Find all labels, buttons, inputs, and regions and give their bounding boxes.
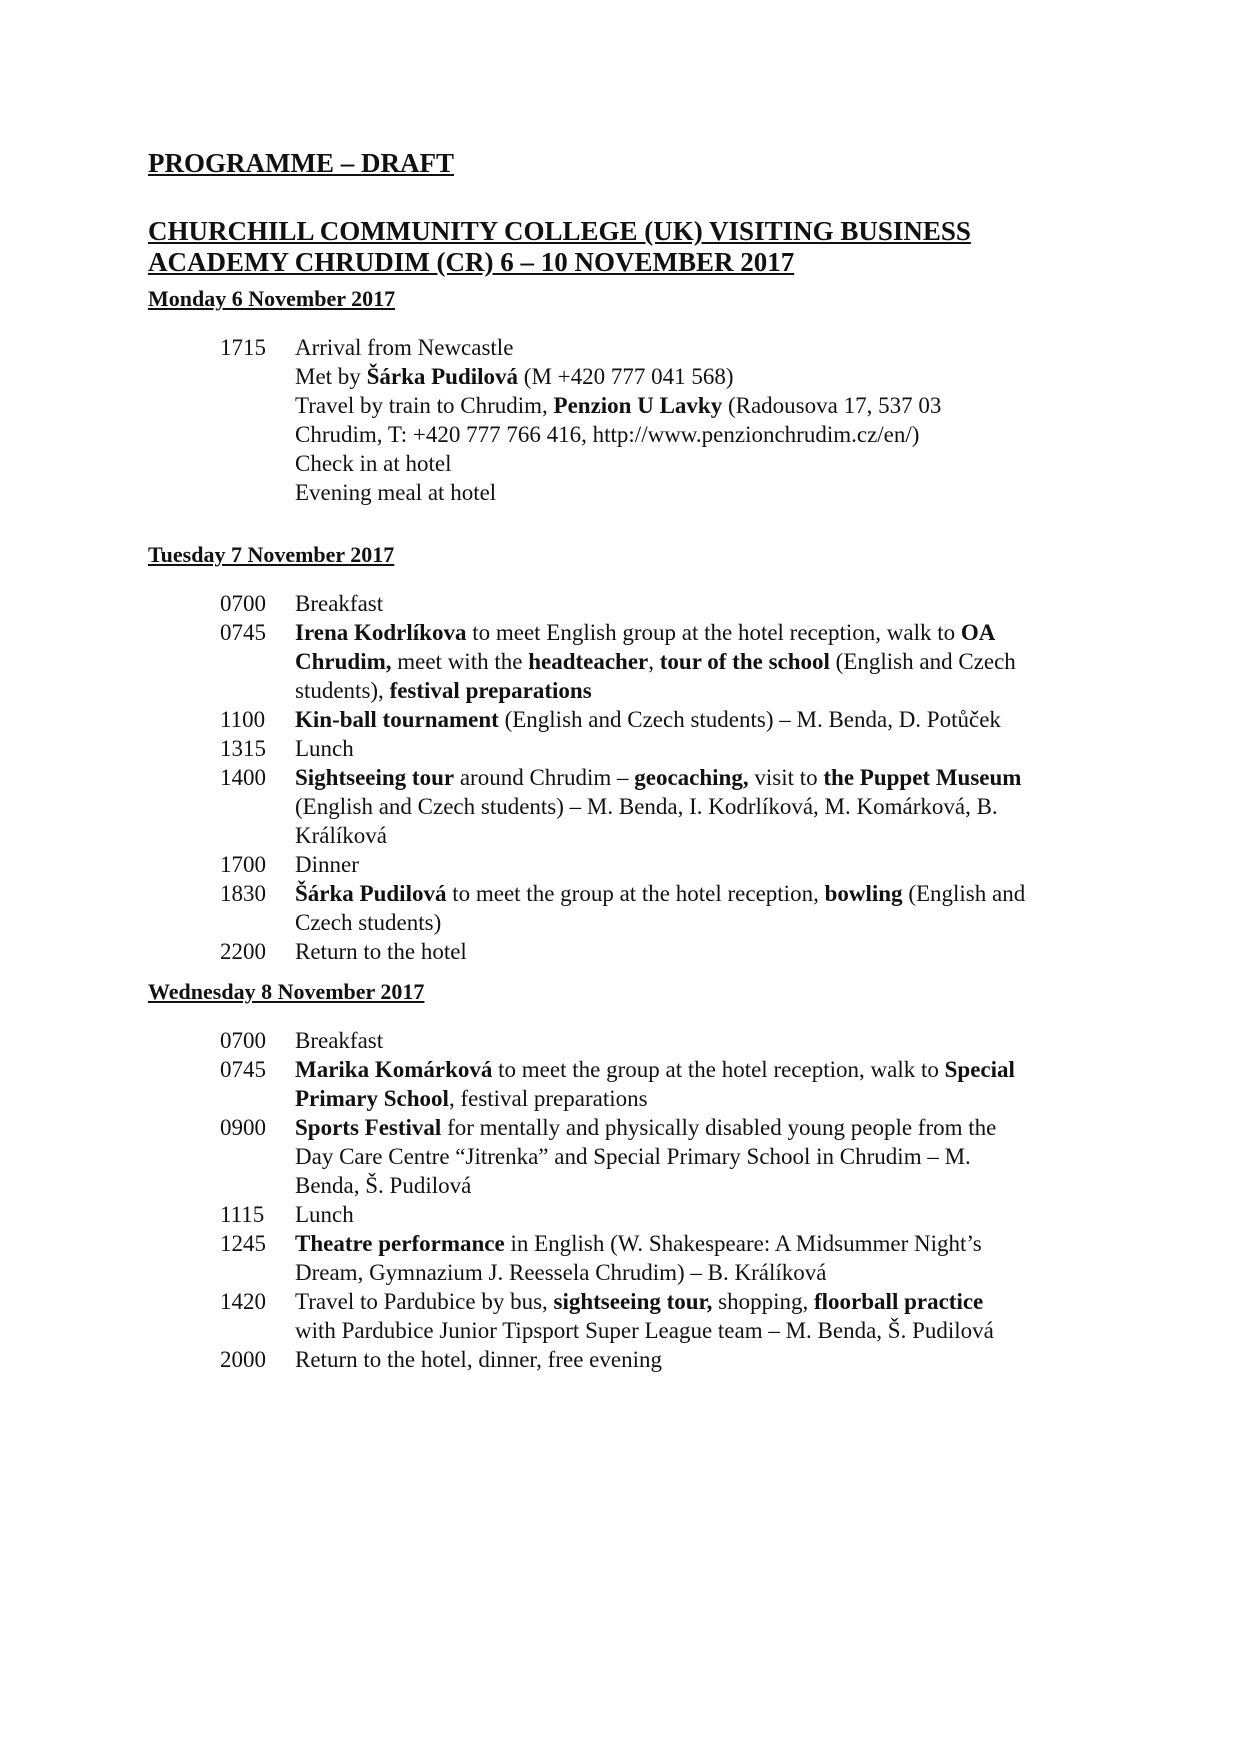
bold-text: floorball practice <box>814 1289 984 1314</box>
text-segment: , festival preparations <box>448 1086 648 1111</box>
text-segment: Return to the hotel <box>295 939 467 964</box>
page-title: PROGRAMME – DRAFT <box>148 148 454 178</box>
entry-description <box>295 1055 1120 1113</box>
bold-text: Kin-ball tournament <box>295 707 499 732</box>
entry-description <box>295 1345 1120 1374</box>
text-segment: Travel to Pardubice by bus, <box>295 1289 554 1314</box>
entry-time: 2200 <box>220 939 266 964</box>
bold-text: geocaching, <box>634 765 749 790</box>
entry-time: 1400 <box>220 765 266 790</box>
bold-text: Marika Komárková <box>295 1057 493 1082</box>
entry-description <box>295 618 1120 705</box>
text-segment: (English and Czech <box>829 649 1016 674</box>
entry-time: 1420 <box>220 1289 266 1314</box>
entry-time: 0745 <box>220 1057 266 1082</box>
bold-text: Šárka Pudilová <box>295 881 447 906</box>
text-segment: Lunch <box>295 736 354 761</box>
text-segment: to meet the group at the hotel reception, <box>446 881 825 906</box>
description-line <box>295 1026 1120 1055</box>
description-line <box>295 850 1120 879</box>
description-line <box>295 362 1120 391</box>
schedule-entry <box>220 1026 1120 1055</box>
text-segment: shopping, <box>712 1289 814 1314</box>
schedule-entry <box>220 1345 1120 1374</box>
text-segment: , <box>648 649 660 674</box>
bold-text: headteacher <box>528 649 649 674</box>
entry-description <box>295 937 1120 966</box>
bold-text: tour of the school <box>659 649 830 674</box>
schedule-tuesday <box>220 589 1120 966</box>
entry-description <box>295 1026 1120 1055</box>
entry-time: 1700 <box>220 852 266 877</box>
entry-description <box>295 705 1120 734</box>
entry-description <box>295 734 1120 763</box>
text-segment: Dream, Gymnazium J. Reessela Chrudim) – B. Králíková <box>295 1260 827 1285</box>
text-segment: (Radousova 17, 537 03 <box>722 393 942 418</box>
entry-description <box>295 1113 1120 1200</box>
text-segment: (English and Czech students) – M. Benda, D. Potůček <box>498 707 1001 732</box>
bold-text: Primary School <box>295 1086 449 1111</box>
bold-text: the Puppet Museum <box>823 765 1022 790</box>
entry-description <box>295 1287 1120 1345</box>
description-line <box>295 1142 1120 1171</box>
text-segment: Met by <box>295 364 367 389</box>
description-line <box>295 333 1120 362</box>
text-segment: Czech students) <box>295 910 442 935</box>
schedule-wednesday <box>220 1026 1120 1374</box>
bold-text: Penzion U Lavky <box>553 393 723 418</box>
schedule-entry <box>220 333 1120 507</box>
entry-time: 2000 <box>220 1347 266 1372</box>
text-segment: to meet the group at the hotel reception, walk to <box>492 1057 945 1082</box>
schedule-entry <box>220 1200 1120 1229</box>
bold-text: Irena Kodrlíkova <box>295 620 467 645</box>
description-line <box>295 1316 1120 1345</box>
text-segment: Return to the hotel, dinner, free evening <box>295 1347 662 1372</box>
entry-time: 0700 <box>220 591 266 616</box>
text-segment: Arrival from Newcastle <box>295 335 514 360</box>
text-segment: (M +420 777 041 568) <box>518 364 734 389</box>
text-segment: around Chrudim – <box>454 765 635 790</box>
bold-text: Special <box>944 1057 1015 1082</box>
entry-time: 1315 <box>220 736 266 761</box>
description-line <box>295 676 1120 705</box>
description-line <box>295 937 1120 966</box>
description-line <box>295 647 1120 676</box>
subtitle-line: ACADEMY CHRUDIM (CR) 6 – 10 NOVEMBER 2017 <box>148 247 795 277</box>
entry-description <box>295 850 1120 879</box>
description-line <box>295 1287 1120 1316</box>
entry-description <box>295 1200 1120 1229</box>
description-line <box>295 391 1120 420</box>
text-segment: Dinner <box>295 852 359 877</box>
text-segment: Breakfast <box>295 1028 384 1053</box>
bold-text: bowling <box>824 881 903 906</box>
entry-description <box>295 333 1120 507</box>
description-line <box>295 1200 1120 1229</box>
schedule-entry <box>220 1287 1120 1345</box>
subtitle-line: CHURCHILL COMMUNITY COLLEGE (UK) VISITING BUSINESS <box>148 216 971 246</box>
text-segment: Breakfast <box>295 591 384 616</box>
entry-description <box>295 879 1120 937</box>
text-segment: Lunch <box>295 1202 354 1227</box>
schedule-monday <box>220 333 1120 507</box>
description-line <box>295 589 1120 618</box>
description-line <box>295 420 1120 449</box>
bold-text: Sightseeing tour <box>295 765 455 790</box>
bold-text: Theatre performance <box>295 1231 505 1256</box>
schedule-entry <box>220 937 1120 966</box>
bold-text: sightseeing tour, <box>553 1289 713 1314</box>
text-segment: Travel by train to Chrudim, <box>295 393 554 418</box>
text-segment: to meet English group at the hotel reception, walk to <box>466 620 961 645</box>
entry-time: 1715 <box>220 335 266 360</box>
description-line <box>295 792 1120 821</box>
entry-time: 1830 <box>220 881 266 906</box>
entry-time: 1245 <box>220 1231 266 1256</box>
day-heading-monday: Monday 6 November 2017 <box>148 286 396 311</box>
entry-description <box>295 1229 1120 1287</box>
description-line <box>295 763 1120 792</box>
entry-time: 1100 <box>220 707 266 732</box>
text-segment: Evening meal at hotel <box>295 480 497 505</box>
text-segment: Check in at hotel <box>295 451 452 476</box>
schedule-entry <box>220 734 1120 763</box>
entry-description <box>295 763 1120 850</box>
text-segment: (English and Czech students) – M. Benda, I. Kodrlíková, M. Komárková, B. <box>295 794 998 819</box>
description-line <box>295 1229 1120 1258</box>
description-line <box>295 478 1120 507</box>
entry-time: 1115 <box>220 1202 265 1227</box>
description-line <box>295 618 1120 647</box>
schedule-entry <box>220 1229 1120 1287</box>
bold-text: OA <box>960 620 996 645</box>
day-heading-tuesday: Tuesday 7 November 2017 <box>148 542 395 567</box>
description-line <box>295 449 1120 478</box>
schedule-entry <box>220 618 1120 705</box>
text-segment: Králíková <box>295 823 387 848</box>
bold-text: festival preparations <box>389 678 592 703</box>
description-line <box>295 908 1120 937</box>
description-line <box>295 1258 1120 1287</box>
schedule-entry <box>220 850 1120 879</box>
text-segment: meet with the <box>391 649 529 674</box>
description-line <box>295 705 1120 734</box>
text-segment: students), <box>295 678 390 703</box>
schedule-entry <box>220 763 1120 850</box>
schedule-entry <box>220 879 1120 937</box>
text-segment: Day Care Centre “Jitrenka” and Special Primary School in Chrudim – M. <box>295 1144 971 1169</box>
bold-text: Šárka Pudilová <box>366 364 519 389</box>
entry-description <box>295 589 1120 618</box>
page-subtitle <box>148 216 1098 278</box>
schedule-entry <box>220 1055 1120 1113</box>
description-line <box>295 879 1120 908</box>
description-line <box>295 734 1120 763</box>
text-segment: (English and <box>902 881 1026 906</box>
entry-time: 0700 <box>220 1028 266 1053</box>
schedule-entry <box>220 1113 1120 1200</box>
description-line <box>295 1055 1120 1084</box>
bold-text: Chrudim, <box>295 649 392 674</box>
bold-text: Sports Festival <box>295 1115 442 1140</box>
description-line <box>295 1113 1120 1142</box>
text-segment: in English (W. Shakespeare: A Midsummer Night’s <box>504 1231 982 1256</box>
schedule-entry <box>220 705 1120 734</box>
text-segment: with Pardubice Junior Tipsport Super League team – M. Benda, Š. Pudilová <box>295 1318 994 1343</box>
text-segment: visit to <box>748 765 824 790</box>
entry-time: 0745 <box>220 620 266 645</box>
text-segment: for mentally and physically disabled young people from the <box>441 1115 997 1140</box>
description-line <box>295 1171 1120 1200</box>
text-segment: Benda, Š. Pudilová <box>295 1173 472 1198</box>
day-heading-wednesday: Wednesday 8 November 2017 <box>148 979 425 1004</box>
description-line <box>295 1084 1120 1113</box>
description-line <box>295 821 1120 850</box>
schedule-entry <box>220 589 1120 618</box>
description-line <box>295 1345 1120 1374</box>
entry-time: 0900 <box>220 1115 266 1140</box>
text-segment: Chrudim, T: +420 777 766 416, http://www.penzionchrudim.cz/en/) <box>295 422 920 447</box>
